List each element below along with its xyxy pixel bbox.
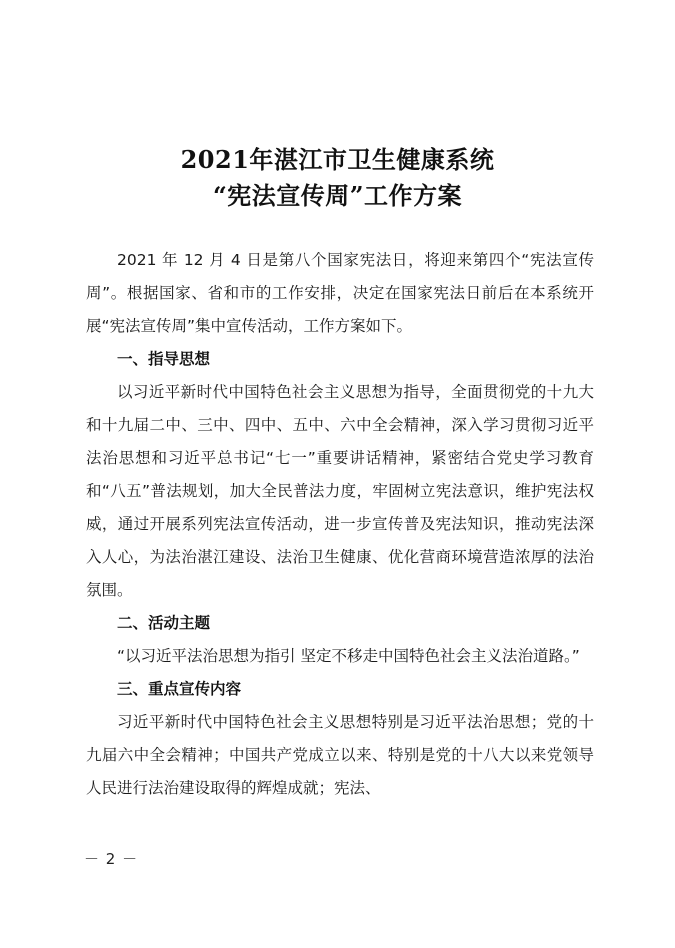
section-heading-key-content: 三、重点宣传内容 (117, 680, 242, 698)
document-body (86, 244, 594, 805)
page-number: － 2 － (84, 850, 139, 868)
intro-paragraph: 2021 年 12 月 4 日是第八个国家宪法日，将迎来第四个“宪法宣传周”。根据国家、省和市的工作安排，决定在国家宪法日前后在本系统开展“宪法宣传周”集中宣传活动，工作方案如下。 (86, 251, 594, 335)
section-paragraph-key-content: 习近平新时代中国特色社会主义思想特别是习近平法治思想；党的十九届六中全会精神；中国共产党成立以来、特别是党的十八大以来党领导人民进行法治建设取得的辉煌成就；宪法、 (86, 713, 594, 797)
section-paragraph-guiding-ideology: 以习近平新时代中国特色社会主义思想为指导，全面贯彻党的十九大和十九届二中、三中、四中、五中、六中全会精神，深入学习贯彻习近平法治思想和习近平总书记“七一”重要讲话精神，紧密结合党史学习教育和“八五”普法规划，加大全民普法力度，牢固树立宪法意识，维护宪法权威，通过开展系列宪法宣传活动，进一步宣传普及宪法知识，推动宪法深入人心，为法治湛江建设、法治卫生健康、优化营商环境营造浓厚的法治氛围。 (86, 383, 594, 599)
section-heading-guiding-ideology: 一、指导思想 (117, 350, 211, 368)
section-heading-activity-theme: 二、活动主题 (117, 614, 211, 632)
section-paragraph-activity-theme: “以习近平法治思想为指引 坚定不移走中国特色社会主义法治道路。” (117, 647, 580, 665)
document-title-line2: “宪法宣传周”工作方案 (212, 181, 463, 210)
document-title-line1: 2021年湛江市卫生健康系统 (180, 145, 495, 174)
